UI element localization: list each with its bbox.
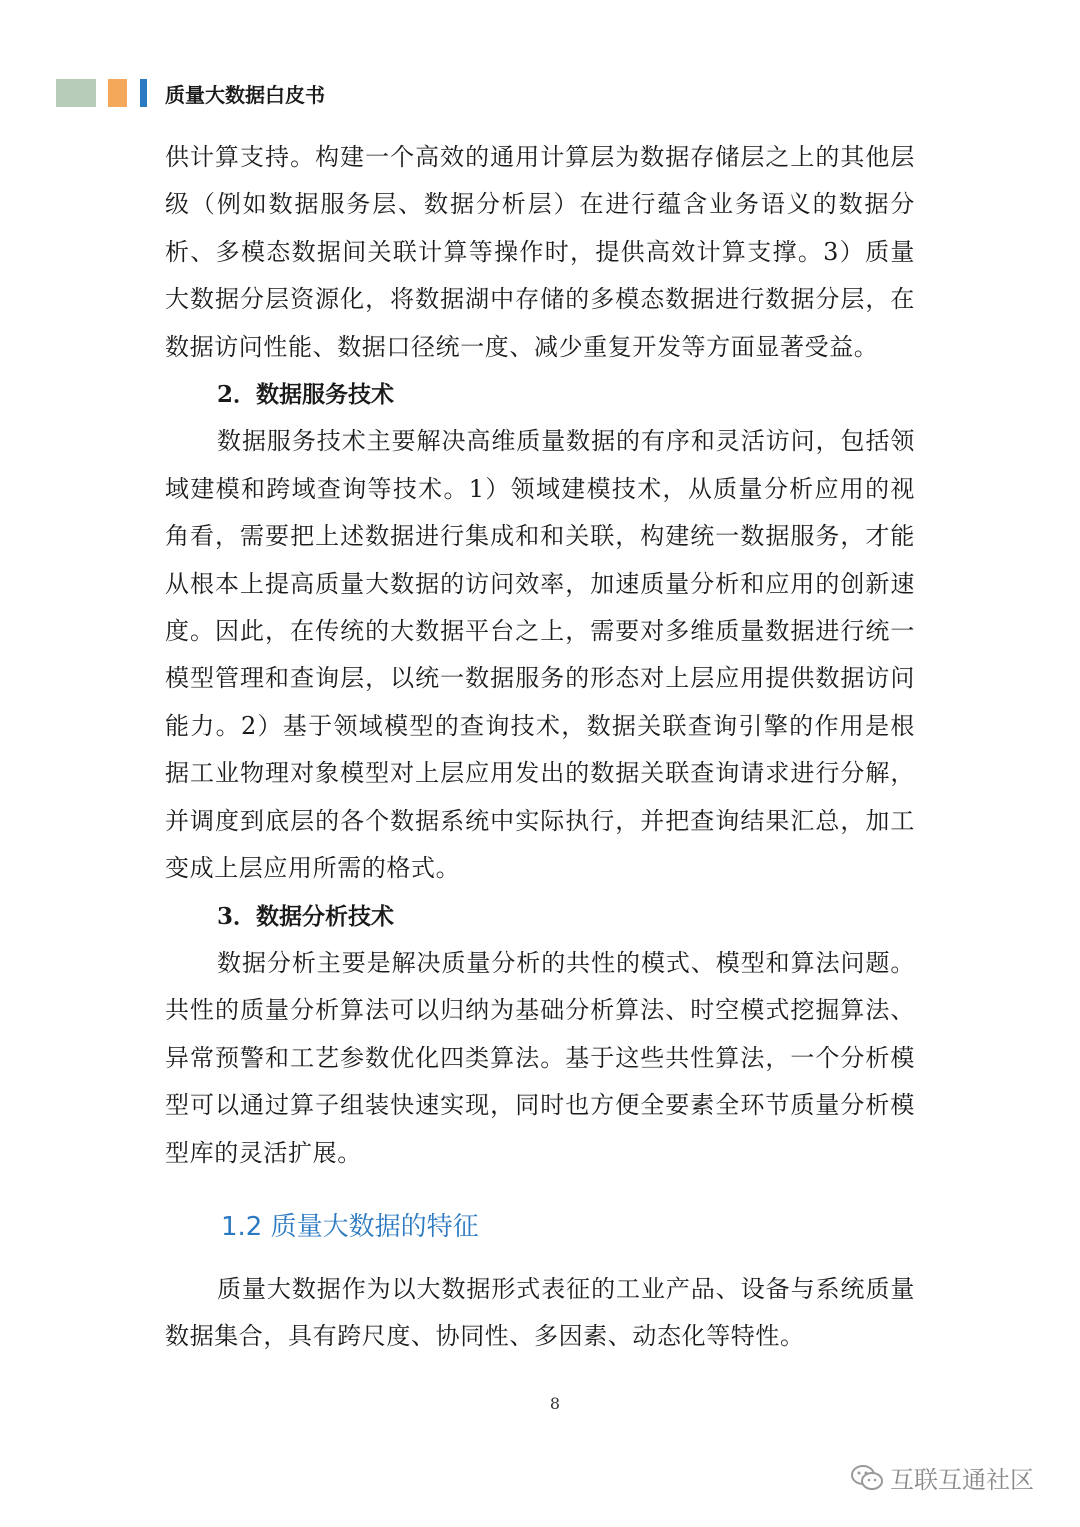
paragraph-data-service: 数据服务技术主要解决高维质量数据的有序和灵活访问，包括领域建模和跨域查询等技术。1）领域建模技术，从质量分析应用的视角看，需要把上述数据进行集成和和关联，构建统一数据服务，才能从根本上提高质量大数据的访问效率，加速质量分析和应用的创新速度。因此，在传统的大数据平台之上，需要对多维质量数据进行统一模型管理和查询层，以统一数据服务的形态对上层应用提供数据访问能力。2）基于领域模型的查询技术，数据关联查询引擎的作用是根据工业物理对象模型对上层应用发出的数据关联查询请求进行分解，并调度到底层的各个数据系统中实际执行，并把查询结果汇总，加工变成上层应用所需的格式。	[165, 427, 915, 883]
wechat-icon	[850, 1464, 884, 1492]
body-section-2	[165, 1266, 915, 1361]
paragraph-computing-support: 供计算支持。构建一个高效的通用计算层为数据存储层之上的其他层级（例如数据服务层、数据分析层）在进行蕴含业务语义的数据分析、多模态数据间关联计算等操作时，提供高效计算支撑。3）质量大数据分层资源化，将数据湖中存储的多模态数据进行数据分层，在数据访问性能、数据口径统一度、减少重复开发等方面显著受益。	[165, 143, 915, 361]
header-title: 质量大数据白皮书	[165, 82, 325, 107]
watermark	[850, 1460, 1034, 1495]
heading-data-analysis: 3．数据分析技术	[217, 902, 395, 930]
page-number: 8	[549, 1394, 561, 1413]
body-section-1	[165, 134, 915, 1177]
paragraph-data-analysis: 数据分析主要是解决质量分析的共性的模式、模型和算法问题。共性的质量分析算法可以归纳为基础分析算法、时空模式挖掘算法、异常预警和工艺参数优化四类算法。基于这些共性算法，一个分析模型可以通过算子组装快速实现，同时也方便全要素全环节质量分析模型库的灵活扩展。	[165, 948, 915, 1167]
paragraph-features: 质量大数据作为以大数据形式表征的工业产品、设备与系统质量数据集合，具有跨尺度、协同性、多因素、动态化等特性。	[165, 1275, 915, 1351]
watermark-text: 互联互通社区	[890, 1466, 1034, 1494]
header-block-orange	[108, 79, 127, 107]
page-header	[56, 79, 325, 107]
header-block-blue	[140, 79, 147, 107]
heading-data-service: 2．数据服务技术	[217, 381, 395, 409]
section-heading-features: 1.2 质量大数据的特征	[221, 1212, 479, 1242]
header-block-green	[56, 79, 96, 107]
